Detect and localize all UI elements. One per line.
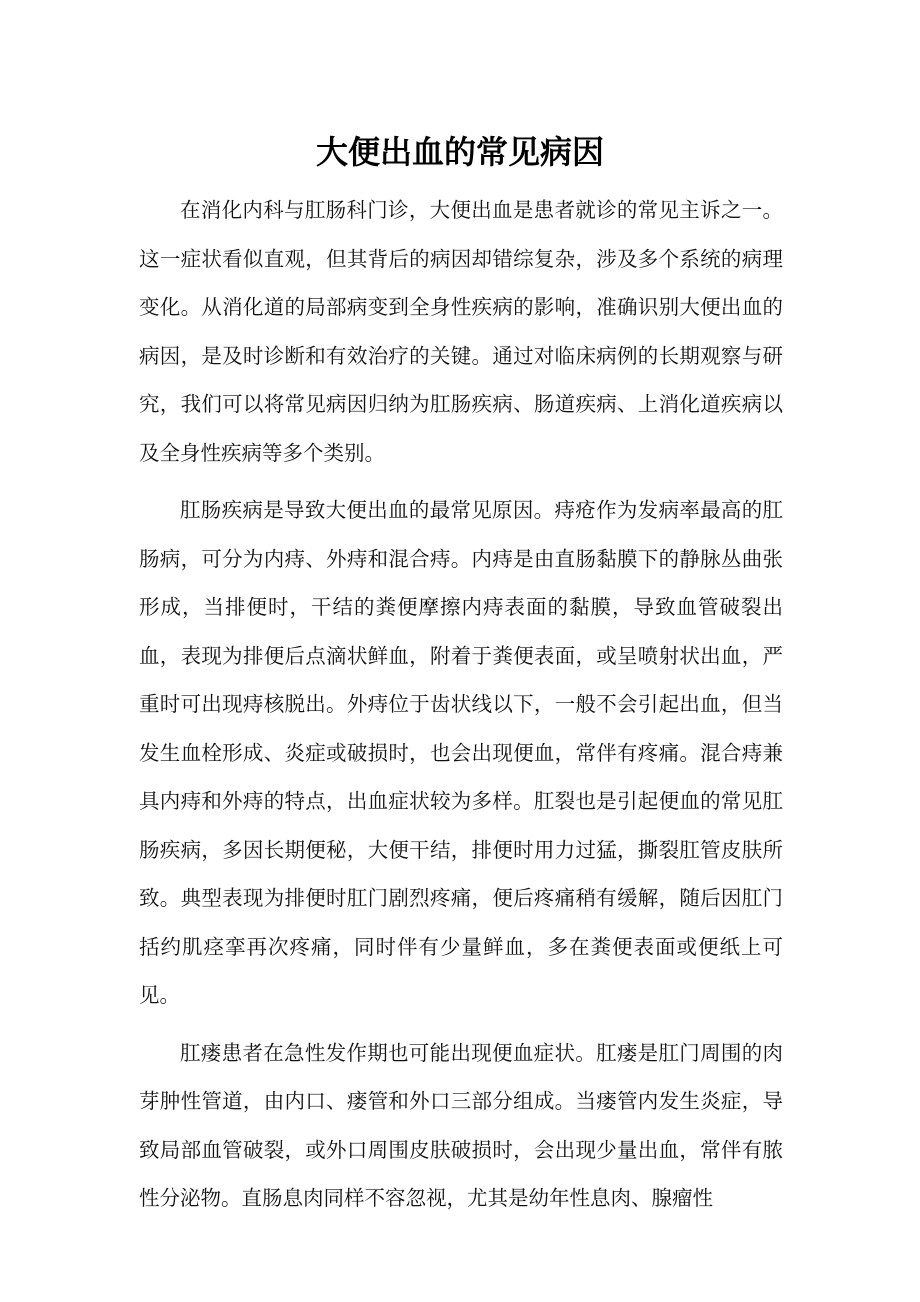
page-title: 大便出血的常见病因	[315, 133, 604, 171]
paragraph-anal-fistula: 肛瘘患者在急性发作期也可能出现便血症状。肛瘘是肛门周围的肉芽肿性管道，由内口、瘘管和外口三部分组成。当瘘管内发生炎症，导致局部血管破裂，或外口周围皮肤破损时，会出现少量出血，常伴有脓性分泌物。直肠息肉同样不容忽视，尤其是幼年性息肉、腺瘤性	[139, 1040, 783, 1210]
document-body	[139, 186, 783, 1223]
paragraph-intro: 在消化内科与肛肠科门诊，大便出血是患者就诊的常见主诉之一。这一症状看似直观，但其背后的病因却错综复杂，涉及多个系统的病理变化。从消化道的局部病变到全身性疾病的影响，准确识别大便出血的病因，是及时诊断和有效治疗的关键。通过对临床病例的长期观察与研究，我们可以将常见病因归纳为肛肠疾病、肠道疾病、上消化道疾病以及全身性疾病等多个类别。	[139, 198, 783, 465]
paragraph-anorectal-diseases: 肛肠疾病是导致大便出血的最常见原因。痔疮作为发病率最高的肛肠病，可分为内痔、外痔和混合痔。内痔是由直肠黏膜下的静脉丛曲张形成，当排便时，干结的粪便摩擦内痔表面的黏膜，导致血管破裂出血，表现为排便后点滴状鲜血，附着于粪便表面，或呈喷射状出血，严重时可出现痔核脱出。外痔位于齿状线以下，一般不会引起出血，但当发生血栓形成、炎症或破损时，也会出现便血，常伴有疼痛。混合痔兼具内痔和外痔的特点，出血症状较为多样。肛裂也是引起便血的常见肛肠疾病，多因长期便秘，大便干结，排便时用力过猛，撕裂肛管皮肤所致。典型表现为排便时肛门剧烈疼痛，便后疼痛稍有缓解，随后因肛门括约肌痉挛再次疼痛，同时伴有少量鲜血，多在粪便表面或便纸上可见。	[139, 498, 783, 1007]
